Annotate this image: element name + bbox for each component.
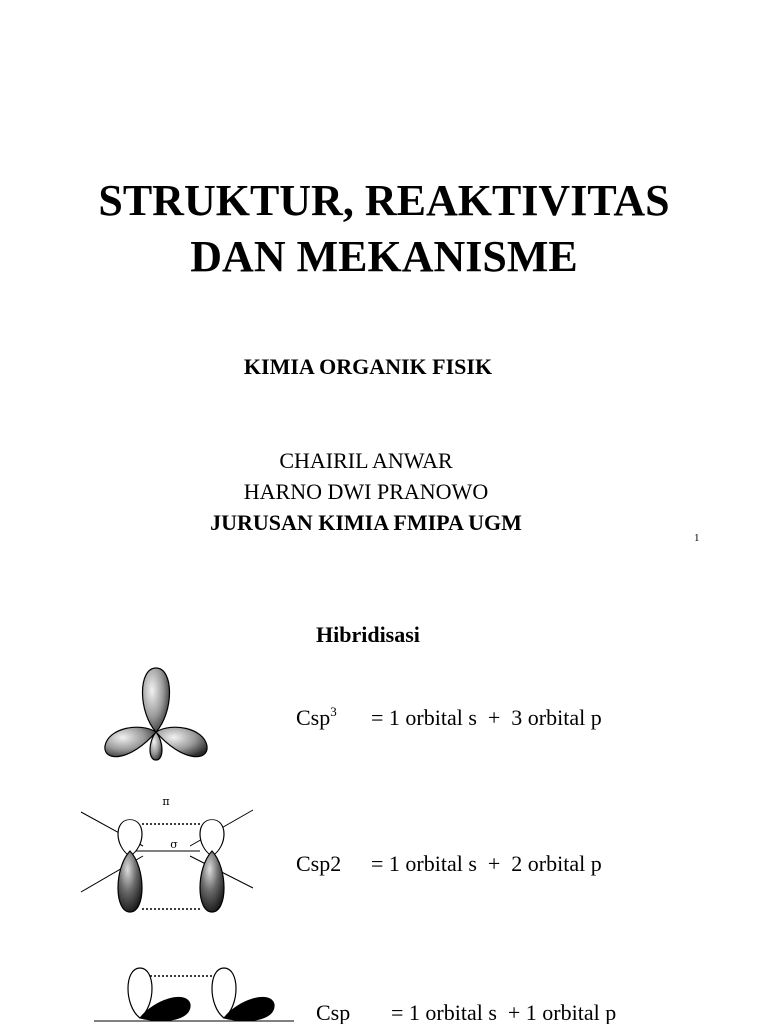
affiliation: JURUSAN KIMIA FMIPA UGM [210, 510, 522, 535]
sp2-formula: Csp2 [296, 851, 342, 876]
title-line-1: STRUKTUR, REAKTIVITAS [98, 176, 670, 225]
sp3-superscript: 3 [330, 704, 337, 719]
hybridization-slide [0, 570, 768, 1024]
subtitle: KIMIA ORGANIK FISIK [243, 354, 493, 379]
title-line-2: DAN MEKANISME [190, 232, 578, 281]
slide-title [0, 173, 768, 285]
sp2-equation: = 1 orbital s + 2 orbital p [371, 851, 602, 876]
sp-orbital-icon [94, 964, 294, 1024]
author-2: HARNO DWI PRANOWO [243, 479, 489, 504]
sigma-label: σ [170, 838, 178, 851]
author-1: CHAIRIL ANWAR [279, 448, 453, 473]
sp-row [316, 1000, 616, 1024]
sp3-equation: = 1 orbital s + 3 orbital p [371, 705, 602, 730]
sp-formula: Csp [316, 1000, 351, 1024]
sp3-orbital-icon [100, 662, 220, 768]
sp2-orbital-icon [78, 794, 256, 922]
section-title: Hibridisasi [316, 622, 420, 647]
sp3-formula: Csp [296, 705, 331, 730]
page-number: 1 [694, 532, 700, 544]
sp3-row [296, 704, 602, 731]
sp2-row [296, 851, 602, 877]
sp-equation: = 1 orbital s + 1 orbital p [391, 1000, 617, 1024]
pi-label: π [162, 795, 170, 808]
